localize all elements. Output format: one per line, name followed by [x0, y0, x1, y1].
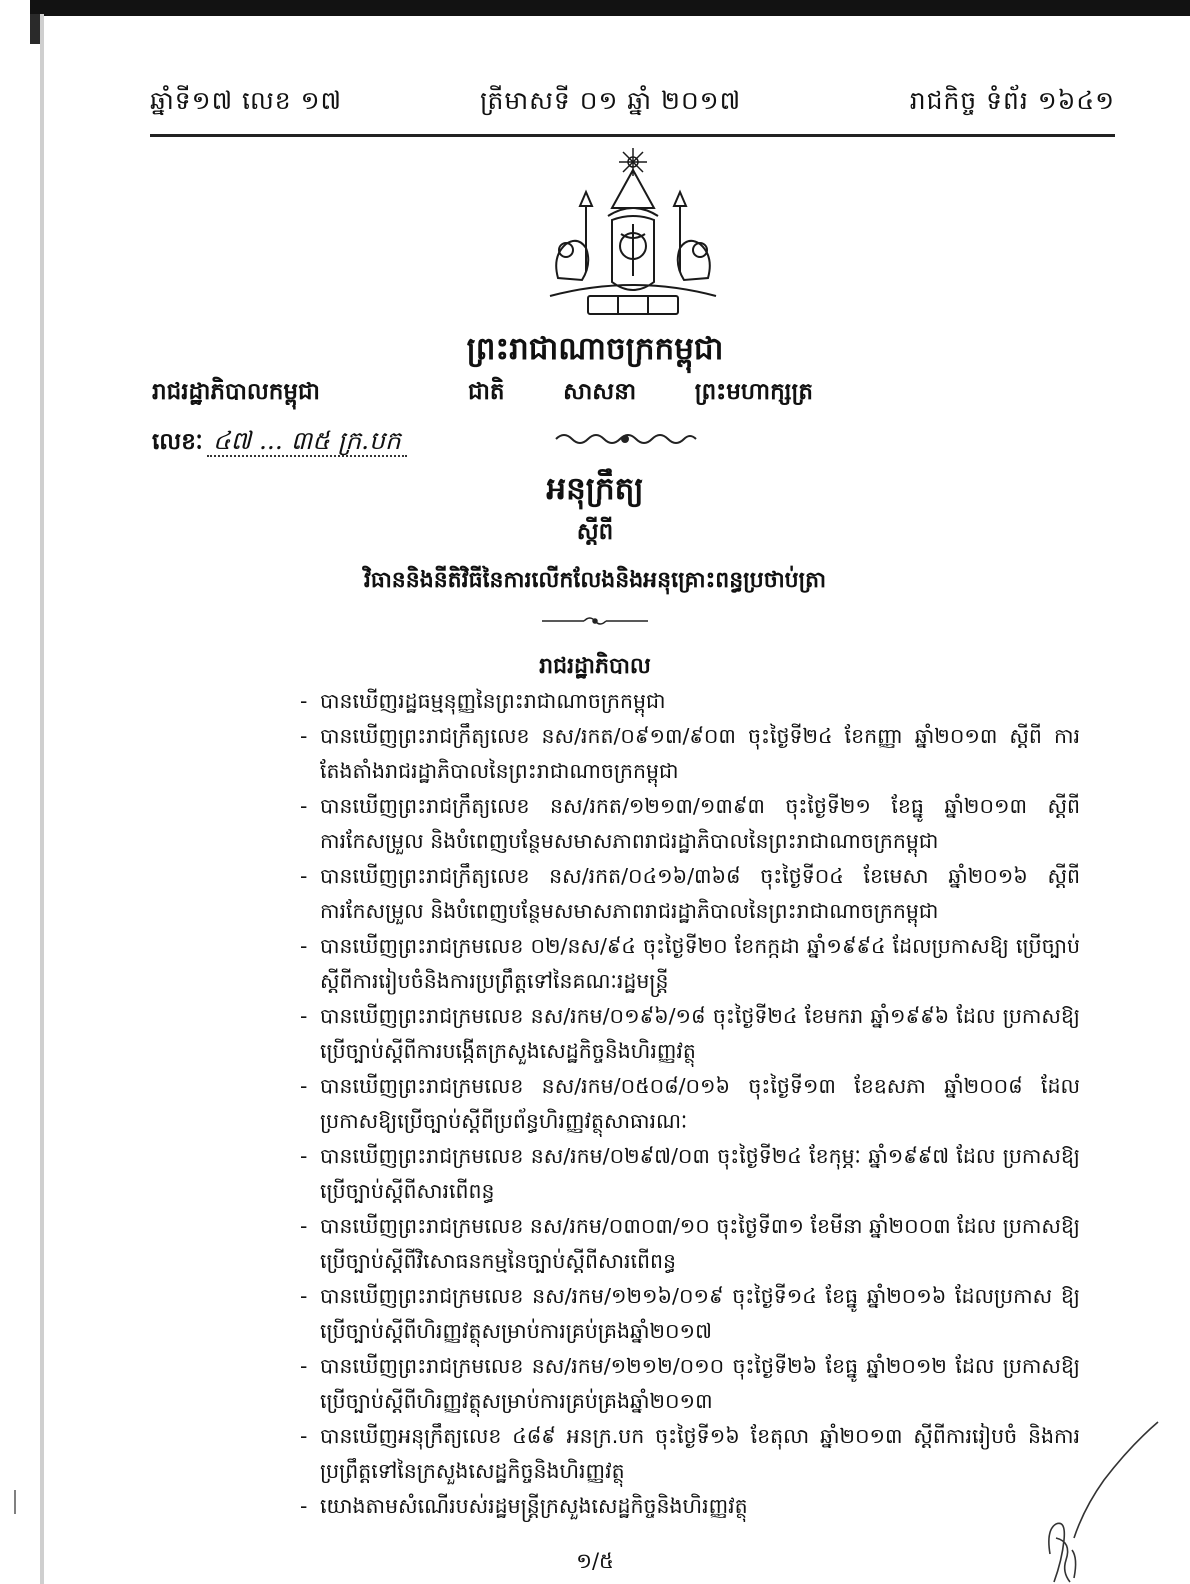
- bullet-dash: -: [300, 1004, 308, 1028]
- reference-handwritten-number: ៤៧ ... ៣៥ ក្រ.បក: [207, 426, 407, 457]
- list-item: [300, 1489, 1080, 1524]
- recital-text: បានឃើញព្រះរាជក្រមលេខ នស/រកម/០៥០៨/០១៦ ចុះថ្ងៃទី១៣ ខែឧសភា ឆ្នាំ២០០៨ ដែល ប្រកាសឱ្យប្រើច្បាប់ស្តីពីប្រព័ន្ធហិរញ្ញវត្ថុសាធារណៈ: [320, 1074, 1080, 1133]
- header-rule: [150, 134, 1115, 137]
- list-item: [300, 719, 1080, 789]
- recital-text: បានឃើញព្រះរាជក្រឹត្យលេខ នស/រកត/០៩១៣/៩០៣ ចុះថ្ងៃទី២៤ ខែកញ្ញា ឆ្នាំ២០១៣ ស្តីពី ការតែងតាំងរាជរដ្ឋាភិបាលនៃព្រះរាជាណាចក្រកម្ពុជា: [320, 724, 1080, 783]
- bullet-dash: -: [300, 1074, 308, 1098]
- recital-text: បានឃើញព្រះរាជក្រមលេខ នស/រកម/១២១៦/០១៩ ចុះថ្ងៃទី១៤ ខែធ្នូ ឆ្នាំ២០១៦ ដែលប្រកាស ឱ្យប្រើច្បាប់ស្តីពីហិរញ្ញវត្ថុសម្រាប់ការគ្រប់គ្រងឆ្នាំ២០១៧: [320, 1284, 1080, 1343]
- recital-text: បានឃើញព្រះរាជក្រមលេខ នស/រកម/០២៩៧/០៣ ចុះថ្ងៃទី២៤ ខែកុម្ភៈ ឆ្នាំ១៩៩៧ ដែល ប្រកាសឱ្យប្រើច្បាប់ស្តីពីសារពើពន្ធ: [320, 1144, 1080, 1203]
- recitals-list: [300, 684, 1080, 1524]
- government-heading: រាជរដ្ឋាភិបាល: [539, 654, 651, 679]
- list-item: [300, 1279, 1080, 1349]
- motto-nation: ជាតិ: [468, 379, 505, 405]
- list-item: [300, 684, 1080, 719]
- ornament-icon: [550, 428, 700, 450]
- list-item: [300, 1419, 1080, 1489]
- divider-ornament-icon: [540, 614, 650, 628]
- list-item: [300, 789, 1080, 859]
- reference-number: [152, 426, 407, 462]
- bullet-dash: -: [300, 724, 308, 748]
- bullet-dash: -: [300, 1144, 308, 1168]
- list-item: [300, 1069, 1080, 1139]
- gazette-year-issue: ឆ្នាំទី១៧ លេខ ១៧: [150, 86, 343, 115]
- reference-label: លេខៈ: [152, 429, 203, 455]
- gazette-quarter: ត្រីមាសទី ០១ ឆ្នាំ ២០១៧: [480, 86, 742, 115]
- gazette-page: រាជកិច្ច ទំព័រ ១៦៤១: [909, 86, 1115, 115]
- kingdom-title: ព្រះរាជាណាចក្រកម្ពុជា: [466, 331, 724, 367]
- recital-text: បានឃើញព្រះរាជក្រមលេខ នស/រកម/០៣០៣/១០ ចុះថ្ងៃទី៣១ ខែមីនា ឆ្នាំ២០០៣ ដែល ប្រកាសឱ្យប្រើច្បាប់ស្តីពីវិសោធនកម្មនៃច្បាប់ស្តីពីសារពើពន្ធ: [320, 1214, 1080, 1273]
- recital-text: បានឃើញរដ្ឋធម្មនុញ្ញនៃព្រះរាជាណាចក្រកម្ពុជា: [320, 689, 666, 713]
- margin-mark-icon: [12, 1490, 18, 1514]
- recital-text: បានឃើញអនុក្រឹត្យលេខ ៤៨៩ អនក្រ.បក ចុះថ្ងៃទី១៦ ខែតុលា ឆ្នាំ២០១៣ ស្តីពីការរៀបចំ និងការប្រព្រឹត្តទៅនៃក្រសួងសេដ្ឋកិច្ចនិងហិរញ្ញវត្ថុ: [320, 1424, 1080, 1483]
- bullet-dash: -: [300, 794, 308, 818]
- gazette-header: [150, 86, 1115, 126]
- scan-border-corner: [30, 14, 40, 44]
- motto-king: ព្រះមហាក្សត្រ: [694, 379, 813, 405]
- bullet-dash: -: [300, 1284, 308, 1308]
- bullet-dash: -: [300, 1424, 308, 1448]
- page-number: ១/៥: [576, 1549, 614, 1573]
- bullet-dash: -: [300, 934, 308, 958]
- bullet-dash: -: [300, 1494, 308, 1518]
- bullet-dash: -: [300, 864, 308, 888]
- scan-border-left: [40, 14, 44, 1584]
- list-item: [300, 859, 1080, 929]
- list-item: [300, 1349, 1080, 1419]
- subject-title: វិធាននិងនីតិវិធីនៃការលើកលែងនិងអនុគ្រោះពន្ធប្រថាប់ត្រា: [363, 568, 827, 593]
- recital-text: បានឃើញព្រះរាជក្រឹត្យលេខ នស/រកត/១២១៣/១៣៩៣ ចុះថ្ងៃទី២១ ខែធ្នូ ឆ្នាំ២០១៣ ស្តីពី ការកែសម្រួល និងបំពេញបន្ថែមសមាសភាពរាជរដ្ឋាភិបាលនៃព្រះរាជាណាចក្រកម្ពុជា: [320, 794, 1080, 853]
- national-motto: [468, 378, 813, 411]
- royal-coat-of-arms-icon: [542, 146, 724, 326]
- motto-religion: សាសនា: [563, 379, 637, 405]
- bullet-dash: -: [300, 1214, 308, 1238]
- list-item: [300, 1209, 1080, 1279]
- signature-icon: [1026, 1418, 1166, 1584]
- subject-label: ស្តីពី: [576, 519, 614, 545]
- list-item: [300, 929, 1080, 999]
- bullet-dash: -: [300, 1354, 308, 1378]
- recital-text: បានឃើញព្រះរាជក្រមលេខ នស/រកម/០១៩៦/១៨ ចុះថ្ងៃទី២៤ ខែមករា ឆ្នាំ១៩៩៦ ដែល ប្រកាសឱ្យប្រើច្បាប់ស្តីពីការបង្កើតក្រសួងសេដ្ឋកិច្ចនិងហិរញ្ញវត្ថុ: [320, 1004, 1080, 1063]
- bullet-dash: -: [300, 689, 308, 713]
- list-item: [300, 999, 1080, 1069]
- list-item: [300, 1139, 1080, 1209]
- document-type: អនុក្រឹត្យ: [546, 471, 644, 507]
- recital-text: យោងតាមសំណើរបស់រដ្ឋមន្ត្រីក្រសួងសេដ្ឋកិច្ចនិងហិរញ្ញវត្ថុ: [320, 1494, 748, 1518]
- issuing-government: រាជរដ្ឋាភិបាលកម្ពុជា: [152, 379, 320, 405]
- recital-text: បានឃើញព្រះរាជក្រឹត្យលេខ នស/រកត/០៤១៦/៣៦៨ ចុះថ្ងៃទី០៤ ខែមេសា ឆ្នាំ២០១៦ ស្តីពី ការកែសម្រួល និងបំពេញបន្ថែមសមាសភាពរាជរដ្ឋាភិបាលនៃព្រះរាជាណាចក្រកម្ពុជា: [320, 864, 1080, 923]
- recital-text: បានឃើញព្រះរាជក្រមលេខ ០២/នស/៩៤ ចុះថ្ងៃទី២០ ខែកក្កដា ឆ្នាំ១៩៩៤ ដែលប្រកាសឱ្យ ប្រើច្បាប់ស្តីពីការរៀបចំនិងការប្រព្រឹត្តទៅនៃគណៈរដ្ឋមន្ត្រី: [320, 934, 1080, 993]
- recital-text: បានឃើញព្រះរាជក្រមលេខ នស/រកម/១២១២/០១០ ចុះថ្ងៃទី២៦ ខែធ្នូ ឆ្នាំ២០១២ ដែល ប្រកាសឱ្យប្រើច្បាប់ស្តីពីហិរញ្ញវត្ថុសម្រាប់ការគ្រប់គ្រងឆ្នាំ២០១៣: [320, 1354, 1080, 1413]
- scan-border-top: [30, 0, 1190, 16]
